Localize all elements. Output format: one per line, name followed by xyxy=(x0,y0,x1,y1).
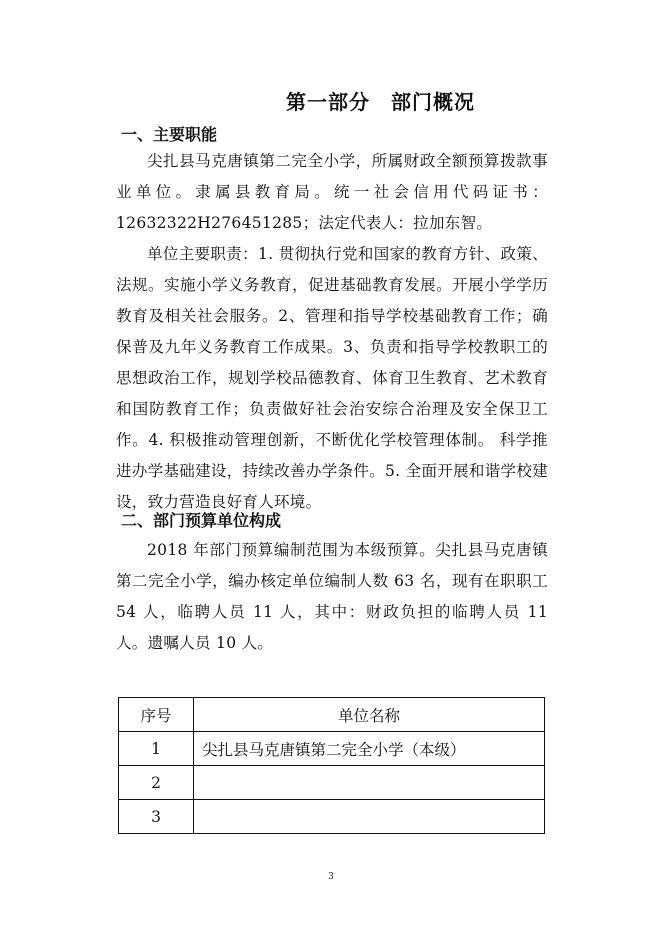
table-cell-seq: 1 xyxy=(119,732,194,766)
table-cell-unit-name xyxy=(194,766,545,800)
section-heading-budget-units: 二、部门预算单位构成 xyxy=(121,511,282,530)
page-title: 第一部分 部门概况 xyxy=(286,90,475,114)
page-number: 3 xyxy=(328,872,334,882)
table-cell-unit-name: 尖扎县马克唐镇第二完全小学（本级） xyxy=(194,732,545,766)
table-row xyxy=(119,766,545,800)
budget-unit-table xyxy=(118,697,545,834)
column-header-unit-name: 单位名称 xyxy=(194,698,545,732)
table-cell-seq: 3 xyxy=(119,800,194,834)
table-cell-seq: 2 xyxy=(119,766,194,800)
column-header-seq: 序号 xyxy=(119,698,194,732)
table-header-row xyxy=(119,698,545,732)
section-heading-functions: 一、主要职能 xyxy=(121,125,218,144)
paragraph-responsibilities: 单位主要职责：1. 贯彻执行党和国家的教育方针、政策、法规。实施小学义务教育，促进基础教育发展。开展小学学历教育及相关社会服务。2、管理和指导学校基础教育工作；确保普及九年义务教育工作成果。3、负责和指导学校教职工的思想政治工作，规划学校品德教育、体育卫生教育、艺术教育和国防教育工作；负责做好社会治安综合治理及安全保卫工作。4. 积极推动管理创新，不断优化学校管理体制。 科学推进办学基础建设，持续改善办学条件。5. 全面开展和谐学校建设，致力营造良好育人环境。 xyxy=(116,245,548,511)
table-row xyxy=(119,732,545,766)
table-row xyxy=(119,800,545,834)
paragraph-budget-scope: 2018 年部门预算编制范围为本级预算。尖扎县马克唐镇第二完全小学，编办核定单位编制人数 63 名，现有在职职工 54 人，临聘人员 11 人，其中：财政负担的临聘人员 11 人。遗嘱人员 10 人。 xyxy=(116,541,548,652)
table-cell-unit-name xyxy=(194,800,545,834)
paragraph-unit-info: 尖扎县马克唐镇第二完全小学，所属财政全额预算拨款事业单位。隶属县教育局。统一社会信用代码证书：12632322H276451285；法定代表人：拉加东智。 xyxy=(116,152,548,232)
